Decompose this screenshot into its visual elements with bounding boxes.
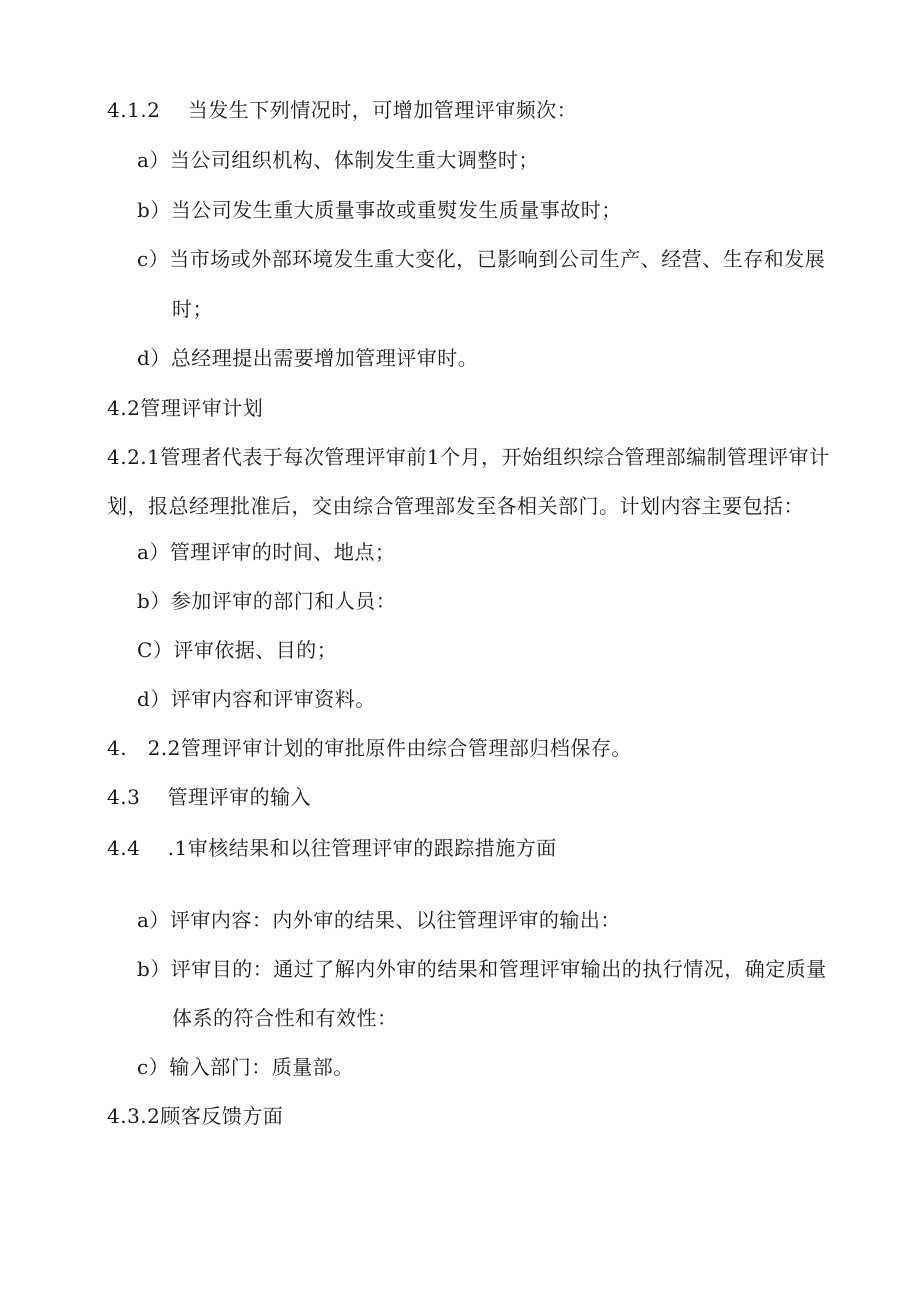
plan-item-c: C）评审依据、目的； [137, 638, 338, 662]
input-item-b-continued: 体系的符合性和有效性： [172, 1006, 398, 1030]
list-item-b: b）当公司发生重大质量事故或重熨发生质量事故时； [137, 198, 622, 222]
input-item-b: b）评审目的：通过了解内外审的结果和管理评审输出的执行情况，确定质量 [137, 957, 827, 981]
clause-4-1-2: 4.1.2 当发生下列情况时，可增加管理评审频次： [107, 98, 578, 122]
plan-item-d: d）评审内容和评审资料。 [137, 687, 376, 711]
plan-item-a: a）管理评审的时间、地点； [137, 540, 396, 564]
list-item-d: d）总经理提出需要增加管理评审时。 [137, 346, 479, 370]
clause-4-2-2: 4. 2.2管理评审计划的审批原件由综合管理部归档保存。 [107, 736, 632, 760]
input-item-c: c）输入部门：质量部。 [137, 1055, 354, 1079]
clause-4-2-1: 4.2.1管理者代表于每次管理评审前1个月，开始组织综合管理部编制管理评审计 [107, 445, 830, 469]
clause-4-3-2: 4.3.2顾客反馈方面 [107, 1104, 284, 1128]
section-heading-4-2: 4.2管理评审计划 [107, 396, 264, 420]
list-item-c: c）当市场或外部环境发生重大变化，已影响到公司生产、经营、生存和发展 [137, 247, 826, 271]
list-item-c-continued: 时； [172, 297, 213, 321]
section-heading-4-3: 4.3 管理评审的输入 [107, 785, 312, 809]
list-item-a: a）当公司组织机构、体制发生重大调整时； [137, 148, 539, 172]
clause-4-4-1: 4.4 .1审核结果和以往管理评审的跟踪措施方面 [107, 836, 557, 860]
clause-4-2-1-continued: 划，报总经理批准后，交由综合管理部发至各相关部门。计划内容主要包括： [107, 494, 804, 518]
input-item-a: a）评审内容：内外审的结果、以往管理评审的输出： [137, 908, 621, 932]
plan-item-b: b）参加评审的部门和人员： [137, 589, 397, 613]
